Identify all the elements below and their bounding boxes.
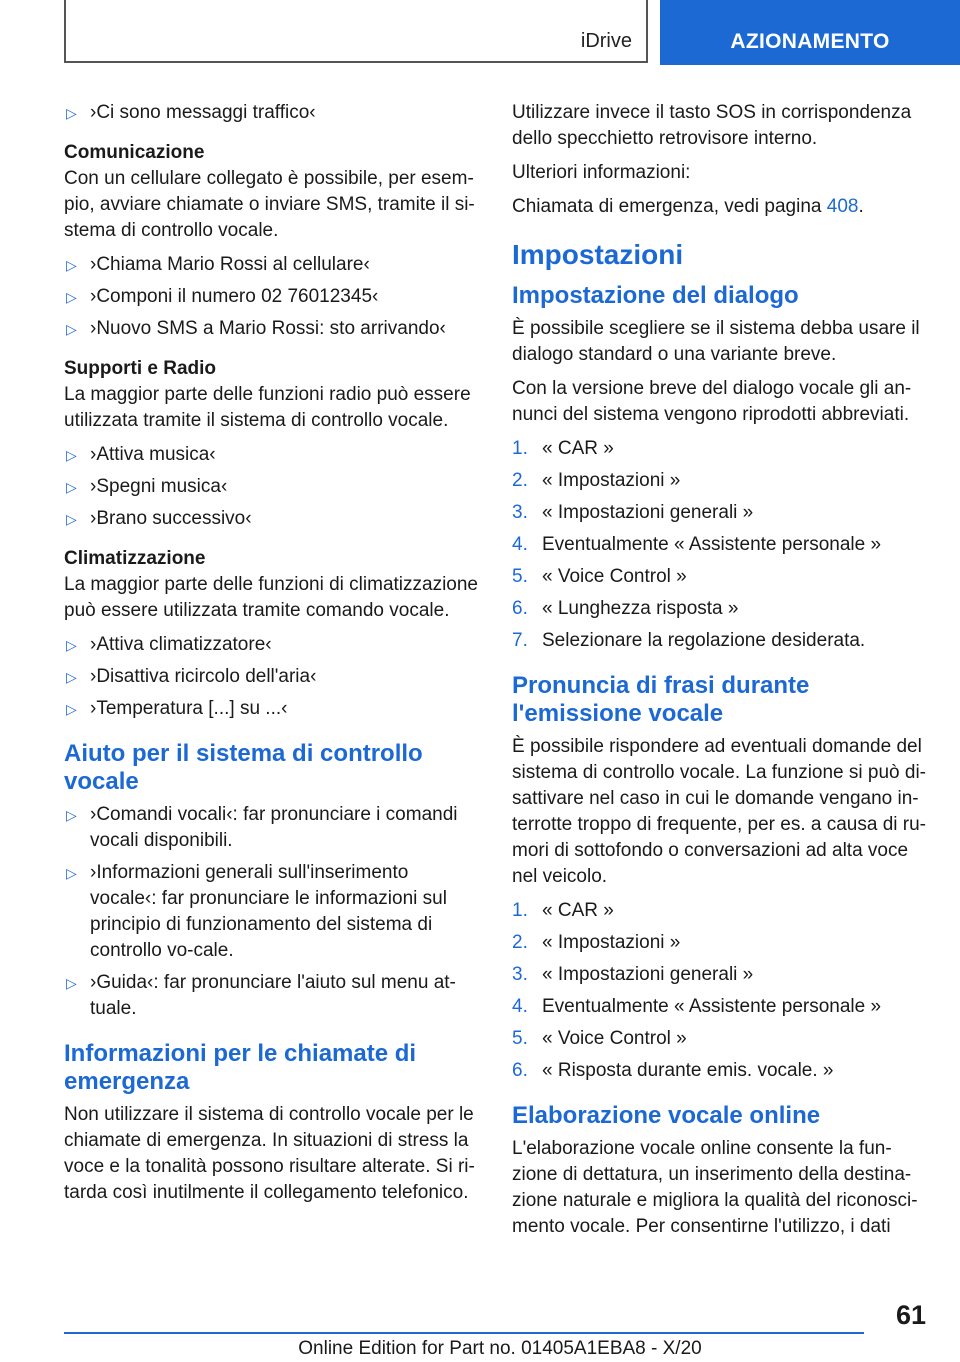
list-item: 5. « Voice Control » bbox=[512, 1028, 687, 1049]
header-section-box bbox=[64, 0, 648, 63]
triangle-right-icon: ▷ bbox=[66, 479, 77, 495]
triangle-right-icon: ▷ bbox=[66, 975, 77, 991]
climate-bullets bbox=[64, 632, 480, 722]
traffic-bullets bbox=[64, 100, 480, 126]
list-item: ▷ ›Guida‹: far pronunciare l'aiuto sul menu at-tuale. bbox=[66, 972, 456, 1019]
list-item: 1. « CAR » bbox=[512, 900, 614, 921]
header-chapter-tab[interactable] bbox=[660, 0, 960, 65]
right-column bbox=[512, 100, 928, 1248]
footer-edition: Online Edition for Part no. 01405A1EBA8 - X/20 bbox=[298, 1338, 702, 1359]
footer-divider bbox=[64, 1332, 864, 1334]
list-item: 7. Selezionare la regolazione desiderata. bbox=[512, 630, 866, 651]
list-item: ▷ ›Comandi vocali‹: far pronunciare i comandi vocali disponibili. bbox=[66, 804, 458, 851]
help-bullets bbox=[64, 802, 480, 1022]
climate-text: La maggior parte delle funzioni di climatizzazione può essere utilizzata tramite comando vocale. bbox=[64, 574, 479, 621]
header-section-title: iDrive bbox=[580, 30, 632, 52]
triangle-right-icon: ▷ bbox=[66, 447, 77, 463]
sos-text: Utilizzare invece il tasto SOS in corrispondenza dello specchietto retrovisore interno. bbox=[512, 102, 912, 149]
list-item: ▷ ›Componi il numero 02 76012345‹ bbox=[64, 284, 480, 310]
triangle-right-icon: ▷ bbox=[66, 701, 77, 717]
more-info-label: Ulteriori informazioni: bbox=[512, 162, 691, 183]
media-text: La maggior parte delle funzioni radio può essere utilizzata tramite il sistema di controllo vocale. bbox=[64, 384, 471, 431]
communication-text: Con un cellulare collegato è possibile, per esem-pio, avviare chiamate o inviare SMS, tramite il si-stema di controllo vocale. bbox=[64, 168, 475, 241]
page-number: 61 bbox=[895, 1300, 926, 1330]
dialog-heading: Impostazione del dialogo bbox=[512, 282, 799, 309]
media-bullets bbox=[64, 442, 480, 532]
triangle-right-icon: ▷ bbox=[66, 807, 77, 823]
dialog-steps bbox=[512, 436, 928, 654]
list-item: ▷ ›Nuovo SMS a Mario Rossi: sto arrivando‹ bbox=[64, 316, 480, 342]
communication-bullets bbox=[64, 252, 480, 342]
pronunciation-steps bbox=[512, 898, 928, 1084]
list-item: ▷ ›Brano successivo‹ bbox=[64, 506, 480, 532]
triangle-right-icon: ▷ bbox=[66, 865, 77, 881]
online-heading: Elaborazione vocale online bbox=[512, 1102, 821, 1129]
list-item: 2. « Impostazioni » bbox=[512, 932, 681, 953]
emergency-text: Non utilizzare il sistema di controllo vocale per le chiamate di emergenza. In situazioni di stress la voce e la tonalità possono risultare alterate. Si ri-tarda così inutilmente il collegamento telefonico. bbox=[64, 1104, 475, 1203]
list-item: 3. « Impostazioni generali » bbox=[512, 964, 754, 985]
list-item: 4. Eventualmente « Assistente personale » bbox=[512, 534, 882, 555]
page-reference-link[interactable]: 408 bbox=[826, 196, 859, 217]
climate-heading: Climatizzazione bbox=[64, 548, 206, 569]
communication-heading: Comunicazione bbox=[64, 142, 205, 163]
pronunciation-heading: Pronuncia di frasi durante l'emissione vocale bbox=[512, 672, 810, 727]
emergency-reference: Chiamata di emergenza, vedi pagina 408. bbox=[512, 196, 864, 217]
triangle-right-icon: ▷ bbox=[66, 637, 77, 653]
triangle-right-icon: ▷ bbox=[66, 511, 77, 527]
triangle-right-icon: ▷ bbox=[66, 321, 77, 337]
triangle-right-icon: ▷ bbox=[66, 289, 77, 305]
list-item: 5. « Voice Control » bbox=[512, 566, 687, 587]
left-column bbox=[64, 100, 480, 1214]
help-heading: Aiuto per il sistema di controllo vocale bbox=[64, 740, 423, 795]
list-item: 1. « CAR » bbox=[512, 438, 614, 459]
online-text: L'elaborazione vocale online consente la fun-zione di dettatura, un inserimento della destina-zione naturale e migliora la qualità del riconosci-mento vocale. Per consentirne l'utilizzo, i dati bbox=[512, 1138, 918, 1237]
dialog-text-1: È possibile scegliere se il sistema debba usare il dialogo standard o una variante breve. bbox=[512, 318, 920, 365]
list-item: 6. « Lunghezza risposta » bbox=[512, 598, 739, 619]
list-item: ▷ ›Attiva climatizzatore‹ bbox=[64, 632, 480, 658]
dialog-text-2: Con la versione breve del dialogo vocale gli an-nunci del sistema vengono riprodotti abbreviati. bbox=[512, 378, 912, 425]
triangle-right-icon: ▷ bbox=[66, 105, 77, 121]
triangle-right-icon: ▷ bbox=[66, 257, 77, 273]
emergency-heading: Informazioni per le chiamate di emergenza bbox=[64, 1040, 417, 1095]
header-chapter-title: AZIONAMENTO bbox=[730, 30, 890, 53]
list-item: ▷ ›Disattiva ricircolo dell'aria‹ bbox=[64, 664, 480, 690]
list-item: ▷ ›Temperatura [...] su ...‹ bbox=[64, 696, 480, 722]
list-item: 4. Eventualmente « Assistente personale » bbox=[512, 996, 882, 1017]
settings-heading: Impostazioni bbox=[512, 239, 684, 270]
media-heading: Supporti e Radio bbox=[64, 358, 216, 379]
list-item: ▷ ›Attiva musica‹ bbox=[64, 442, 480, 468]
list-item: ▷ ›Ci sono messaggi traffico‹ bbox=[64, 100, 480, 126]
pronunciation-text: È possibile rispondere ad eventuali domande del sistema di controllo vocale. La funzione si può di-sattivare nel caso in cui le domande vengano in-terrotte troppo di frequente, per es. a causa di ru-mori di sottofondo o conversazioni ad alta voce nel veicolo. bbox=[512, 736, 927, 887]
list-item: 6. « Risposta durante emis. vocale. » bbox=[512, 1060, 834, 1081]
list-item: 3. « Impostazioni generali » bbox=[512, 502, 754, 523]
list-item: ▷ ›Informazioni generali sull'inserimento vocale‹: far pronunciare le informazioni sul principio di funzionamento del sistema di controllo vo-cale. bbox=[66, 862, 447, 961]
list-item: ▷ ›Spegni musica‹ bbox=[64, 474, 480, 500]
list-item: 2. « Impostazioni » bbox=[512, 470, 681, 491]
list-item: ▷ ›Chiama Mario Rossi al cellulare‹ bbox=[64, 252, 480, 278]
triangle-right-icon: ▷ bbox=[66, 669, 77, 685]
